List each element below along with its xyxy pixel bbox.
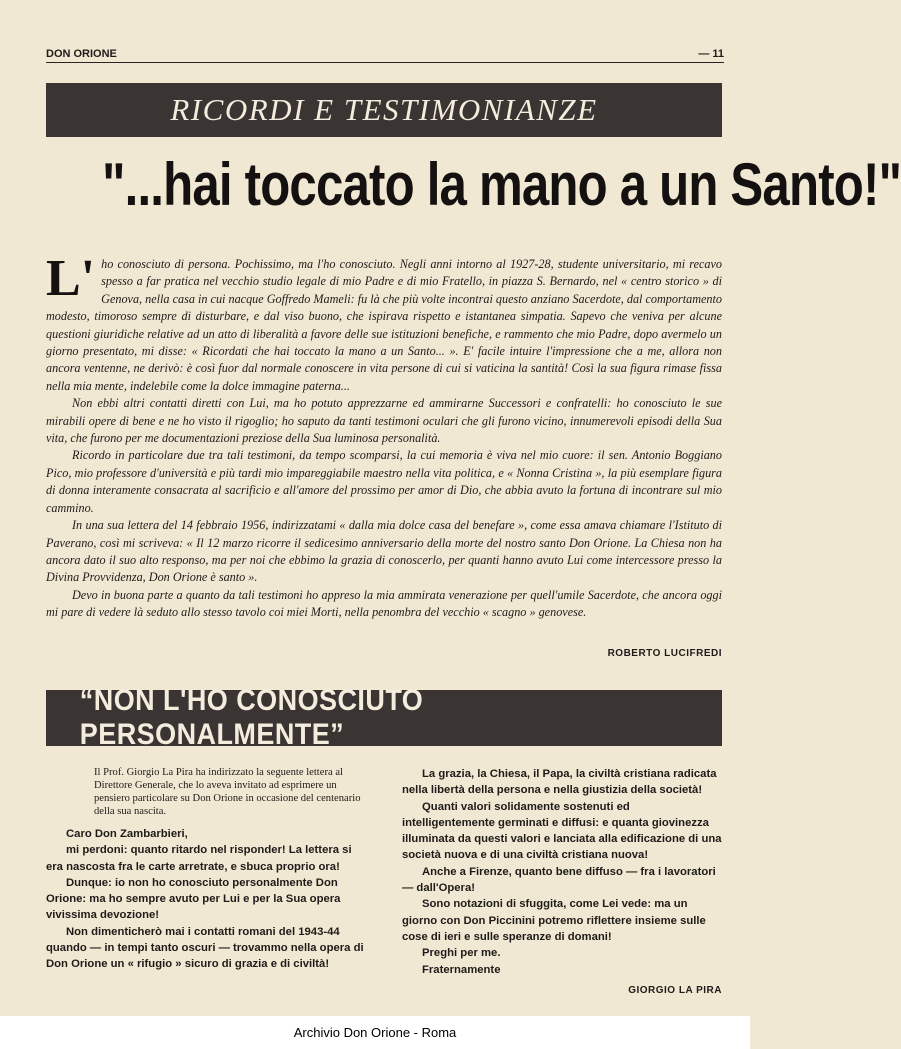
section-banner-2 — [46, 684, 722, 751]
letter-paragraph: La grazia, la Chiesa, il Papa, la civiltà cristiana radicata nella libertà della persona e nella giustizia della società! — [402, 768, 717, 797]
letter-paragraph: Dunque: io non ho conosciuto personalmente Don Orione: ma ho sempre avuto per Lui e per la Sua opera vivissima devozione! — [46, 876, 341, 922]
article-paragraph: Ricordo in particolare due tra tali testimoni, da tempo scomparsi, la cui memoria è viva nel mio cuore: il sen. Antonio Boggiano Pico, mio professore d'università e più tardi mio impareggiabile maestro nella vita politica, e « Nonna Cristina », la più esemplare figura di donna interamente consacrata al sacrificio e all'amore del prossimo per amor di Dio, che abbia avuto la fortuna di incontrare sul mio cammino. — [46, 448, 722, 515]
page-number: — 11 — [698, 48, 724, 60]
article-paragraph: In una sua lettera del 14 febbraio 1956, indirizzatami « dalla mia dolce casa del benefare », come essa amava chiamare l'Istituto di Paverano, così mi scriveva: « Il 12 marzo ricorre il sedicesimo anniversario della morte del nostro santo Don Orione. La Chiesa non ha ancora dato il suo alto responso, ma per noi che ebbimo la grazia di conoscerlo, per quanti hanno avuto Lui come intercessore presso la Divina Provvidenza, Don Orione è santo ». — [46, 518, 722, 585]
archive-footer: Archivio Don Orione - Roma — [0, 1016, 750, 1049]
headline: "...hai toccato la mano a un Santo!" — [102, 151, 901, 218]
page-header — [46, 48, 724, 63]
letter-closing: Fraternamente — [422, 963, 501, 976]
section-banner — [46, 83, 722, 137]
letter-paragraph: Sono notazioni di sfuggita, come Lei vede: ma un giorno con Don Piccinini potremo riflettere insieme sulle cose di ieri e sulle speranze di domani! — [402, 898, 706, 943]
section-title-2: “NON L'HO CONOSCIUTO PERSONALMENTE” — [79, 684, 424, 751]
article-paragraph: L' ho conosciuto di persona. Pochissimo, ma l'ho conosciuto. Negli anni intorno al 1927-28, studente universitario, mi recavo spesso a far pratica nel vecchio studio legale di mio Padre e di mio Fratello, in piazza S. Bernardo, nel « centro storico » di Genova, nella casa in cui nacque Goffredo Mameli: fu là che più volte incontrai questo anziano Sacerdote, dal comportamento modesto, timoroso sempre di disturbare, e dal viso buono, che ispirava rispetto e istantanea simpatia. Sapevo che veniva per alcune questioni giuridiche relative ad un atto di liberalità a favore delle sue istituzioni benefiche, e rammento che mio Padre, dopo avermelo un giorno presentato, mi disse: « Ricordati che hai toccato la mano a un Santo... ». E' facile intuire l'impressione che a me, allora non ancora ventenne, ne derivò: è così fuor dal normale conoscere in vita persone di cui si vaticina la santità! Così la sua figura rimase fissa nella mia mente, indelebile come la dolce immagine paterna... — [46, 250, 722, 393]
signature-la-pira: GIORGIO LA PIRA — [628, 985, 722, 996]
letter-paragraph: mi perdoni: quanto ritardo nel risponder! La lettera si era nascosta fra le carte arretrate, e sbuca proprio ora! — [46, 844, 352, 873]
signature-lucifredi: ROBERTO LUCIFREDI — [607, 648, 722, 659]
article-paragraph: Devo in buona parte a quanto da tali testimoni ho appreso la mia ammirata venerazione per quell'umile Sacerdote, che ancora oggi mi pare di vedere là seduto allo stesso tavolo coi miei Morti, nella penombra del vecchio « scagno » genovese. — [46, 587, 722, 620]
section-title: RICORDI E TESTIMONIANZE — [170, 92, 598, 127]
letter-column-right — [402, 766, 722, 978]
article-lucifredi — [46, 250, 722, 622]
drop-cap: L' — [46, 250, 96, 307]
letter-column-left — [46, 766, 368, 973]
letter-paragraph: Anche a Firenze, quanto bene diffuso — fra i lavoratori — dall'Opera! — [402, 865, 716, 895]
letter-paragraph: Quanti valori solidamente sostenuti ed intelligentemente germinati e diffusi: e quanta giovinezza illuminata da questi valori e lanciata alla edificazione di una società nuova e di una civiltà cristiana nuova! — [402, 800, 722, 862]
magazine-name: DON ORIONE — [46, 48, 117, 60]
article-paragraph: Non ebbi altri contatti diretti con Lui, ma ho potuto apprezzarne ed ammirarne Successori e confratelli: ho conosciuto le sue mirabili opere di bene e ne ho visto il rigoglio; ho saputo da tanti testimoni oculari che gli furono vicino, innumerevoli episodi della Sua vita, che furono per me documentazioni preziose della Sua luminosa personalità. — [46, 396, 722, 446]
letter-closing: Preghi per me. — [422, 947, 501, 960]
letter-intro: Il Prof. Giorgio La Pira ha indirizzato la seguente lettera al Direttore Generale, che lo aveva invitato ad esprimere un pensiero particolare su Don Orione in occasione del centenario della sua nascita. — [94, 767, 361, 817]
letter-paragraph: Non dimenticherò mai i contatti romani del 1943-44 quando — in tempi tanto oscuri — trovammo nella opera di Don Orione un « rifugio » sicuro di grazia e di civiltà! — [46, 925, 364, 971]
letter-salutation: Caro Don Zambarbieri, — [66, 828, 188, 840]
